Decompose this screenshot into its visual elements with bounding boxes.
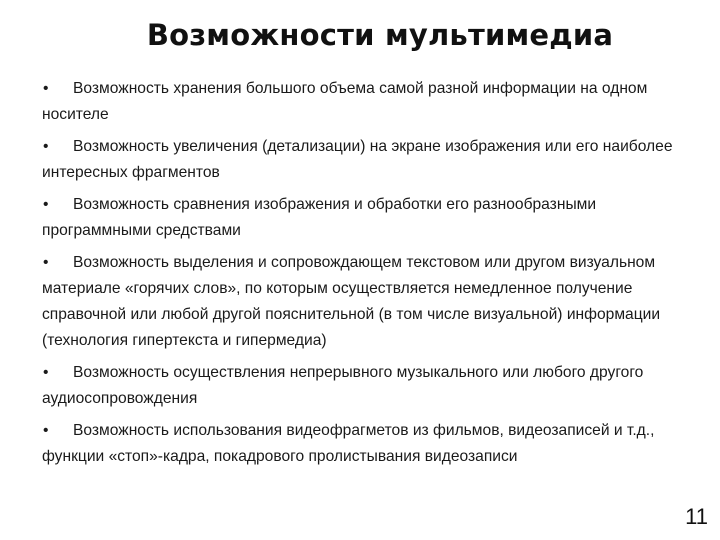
list-item-text: Возможность увеличения (детализации) на экране изображения или его наиболее интересных фрагментов xyxy=(42,138,673,181)
slide-title: Возможности мультимедиа xyxy=(146,18,614,52)
bullet-icon: • xyxy=(43,254,49,271)
list-item-text: Возможность осуществления непрерывного музыкального или любого другого аудиосопровождения xyxy=(42,364,644,407)
list-item-text: Возможность выделения и сопровождающем текстовом или другом визуальном материале «горячих слов», по которым осуществляется немедленное получение справочной или любой другой пояснительной (в том числе визуальной) информации (технология гипертекста и гипермедиа) xyxy=(42,254,661,349)
list-item xyxy=(42,250,708,354)
page-number: 11 xyxy=(685,504,708,529)
list-item xyxy=(42,192,708,244)
bullet-icon: • xyxy=(43,196,49,213)
list-item-text: Возможность использования видеофрагметов из фильмов, видеозаписей и т.д., функции «стоп»-кадра, покадрового пролистывания видеозаписи xyxy=(42,422,655,465)
bullet-icon: • xyxy=(43,364,49,381)
list-item-text: Возможность сравнения изображения и обработки его разнообразными программными средствами xyxy=(42,196,597,239)
list-item xyxy=(42,418,708,470)
list-item-text: Возможность хранения большого объема самой разной информации на одном носителе xyxy=(42,80,648,123)
bullet-icon: • xyxy=(43,80,49,97)
bullet-list xyxy=(42,76,708,476)
bullet-icon: • xyxy=(43,422,49,439)
list-item xyxy=(42,134,708,186)
list-item xyxy=(42,360,708,412)
bullet-icon: • xyxy=(43,138,49,155)
list-item xyxy=(42,76,708,128)
